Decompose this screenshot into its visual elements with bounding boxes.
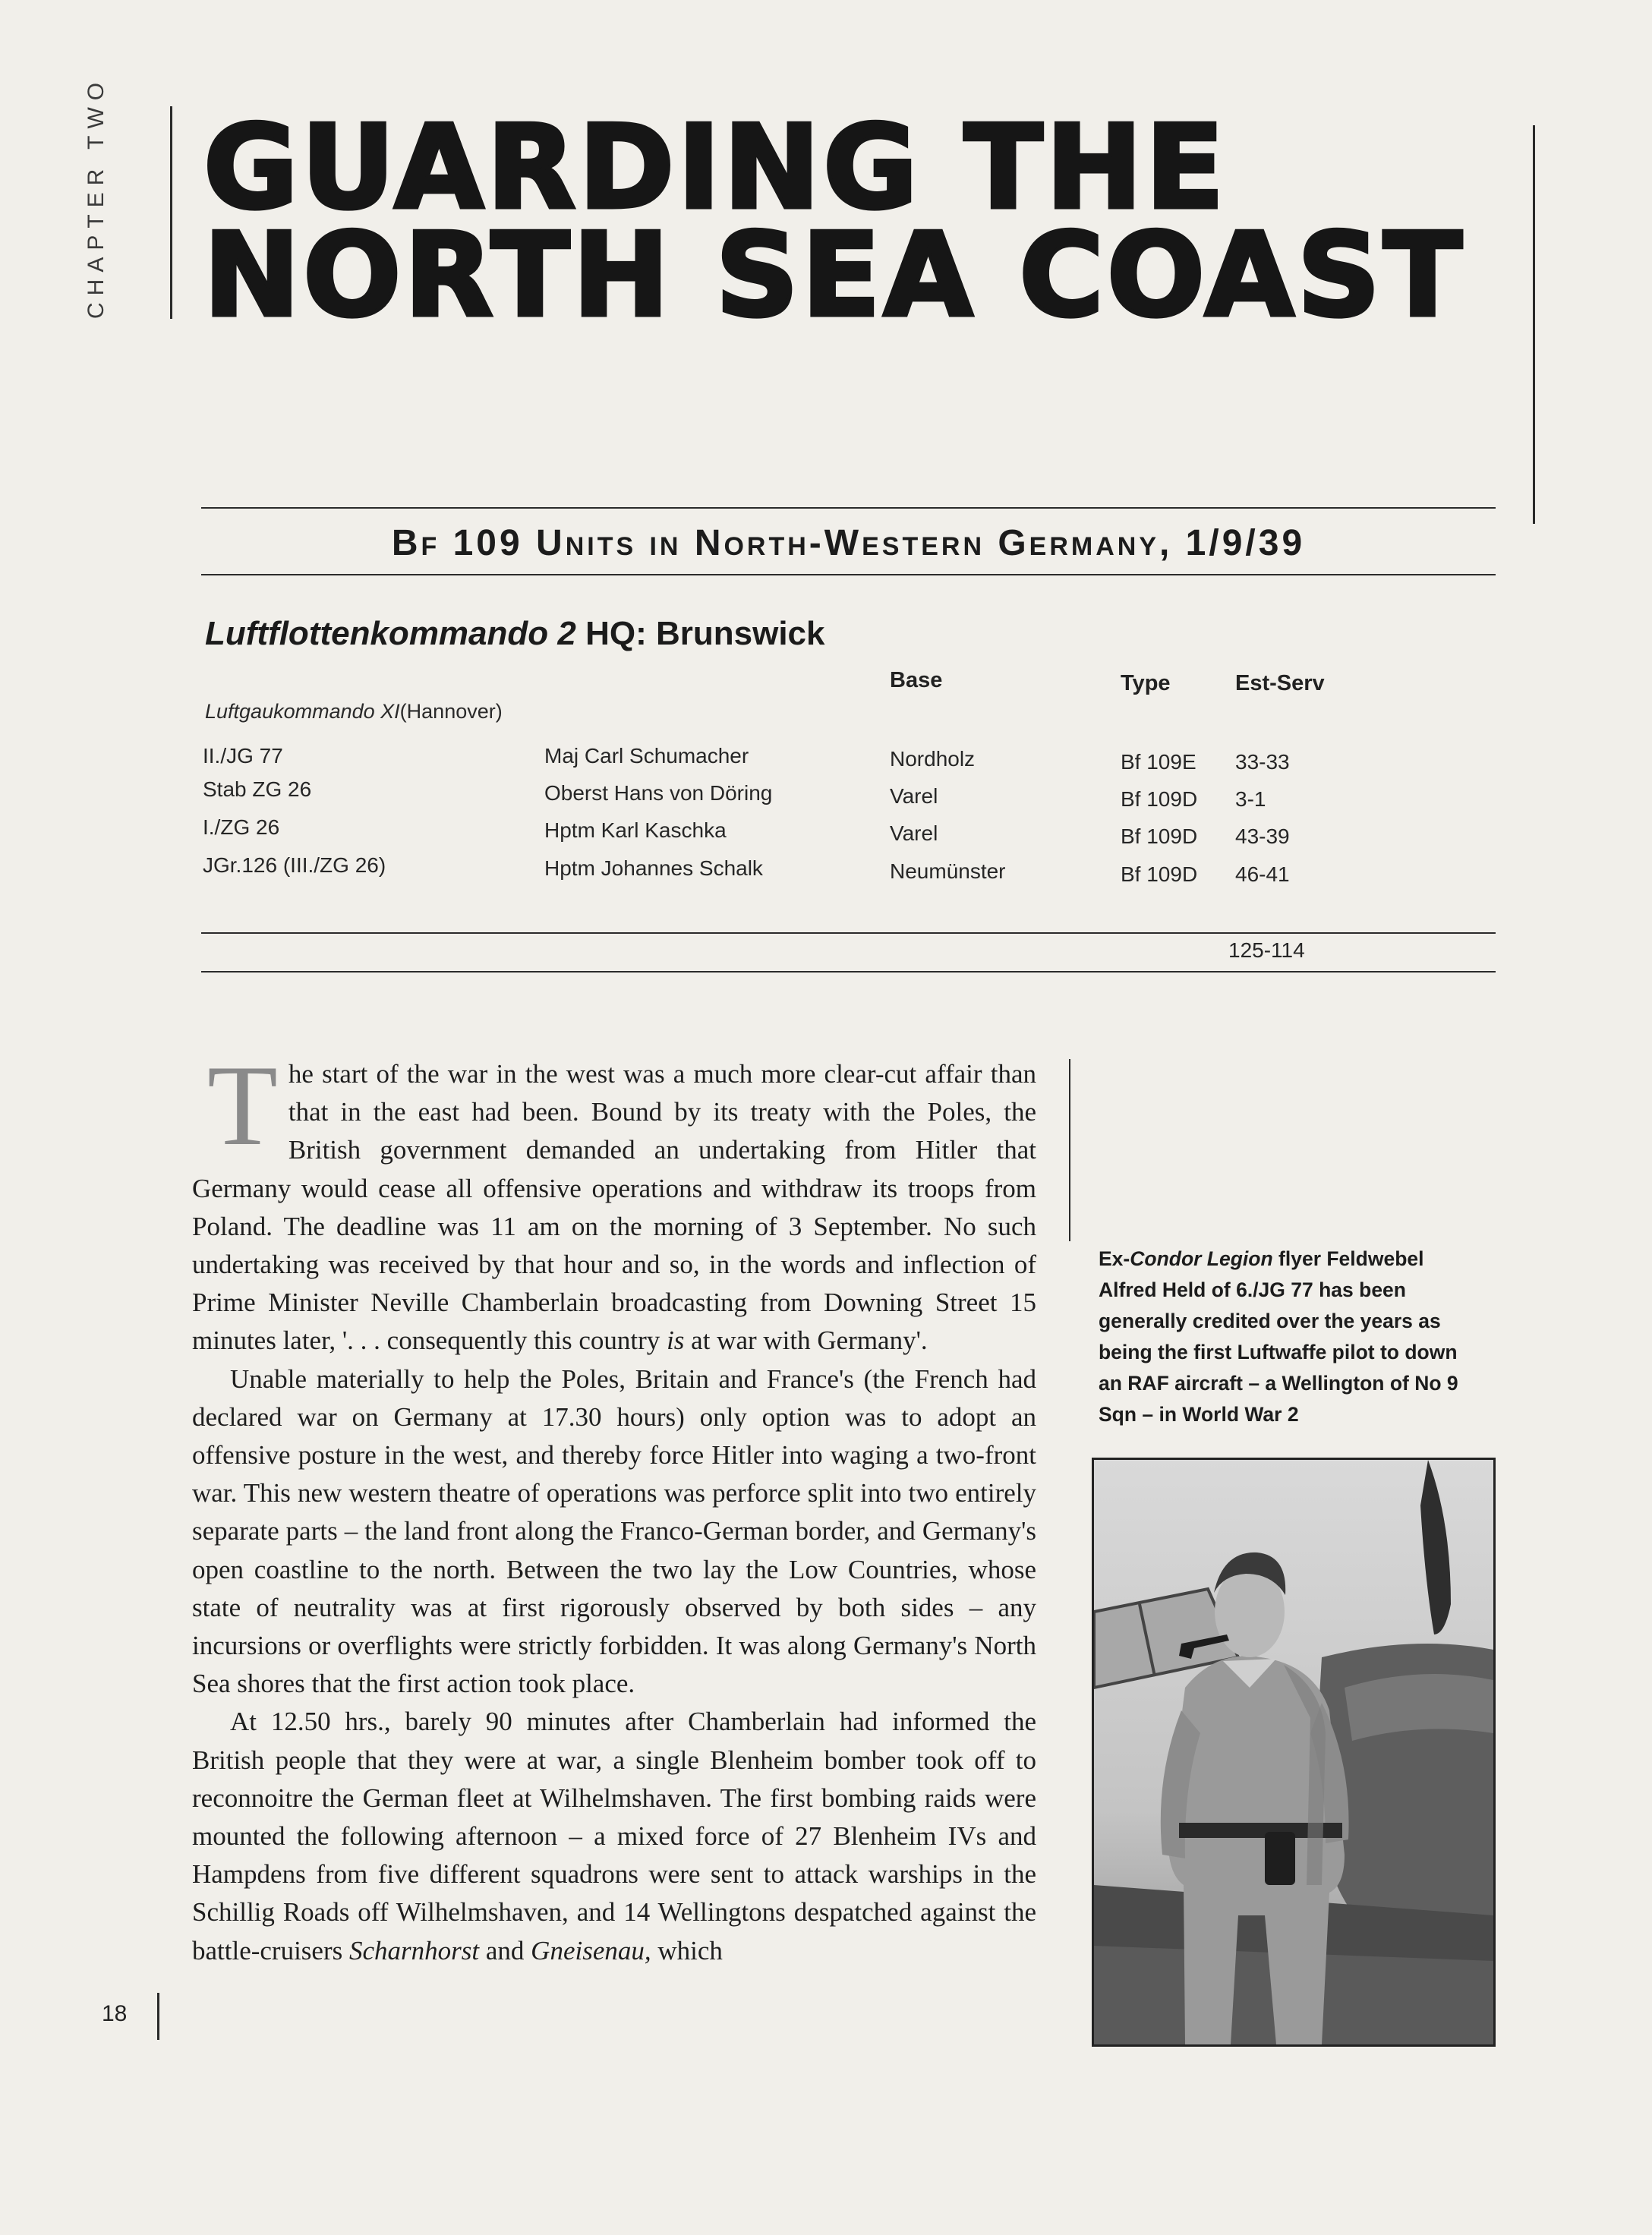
command-heading: [205, 615, 824, 653]
column-rule: [1069, 1059, 1070, 1241]
table-cell-base: Varel: [890, 784, 938, 808]
table-cell-type: Bf 109D: [1121, 824, 1198, 848]
column-header-base: Base: [890, 668, 943, 692]
table-total-rule: [201, 932, 1496, 934]
table-heading-rule: [201, 574, 1496, 575]
table-cell-est-serv: 33-33: [1235, 750, 1290, 774]
table-cell-base: Varel: [890, 821, 938, 845]
left-margin-rule: [170, 106, 172, 319]
table-heading: Bf 109 Units in North-Western Germany, 1/9/39: [391, 523, 1306, 563]
table-cell-type: Bf 109D: [1121, 862, 1198, 886]
command-name: Luftflottenkommando 2: [205, 615, 576, 652]
title-line-1: GUARDING THE: [203, 100, 1228, 235]
page-number: 18: [102, 2001, 128, 2026]
table-cell-commander: Maj Carl Schumacher: [544, 744, 749, 768]
pilot-photo-illustration: [1094, 1460, 1493, 2044]
table-cell-est-serv: 3-1: [1235, 787, 1266, 811]
command-hq: HQ: Brunswick: [585, 615, 825, 652]
body-text: [192, 1042, 1036, 1970]
drop-cap: T: [207, 1042, 278, 1169]
table-cell-commander: Hptm Karl Kaschka: [544, 818, 727, 842]
table-cell-type: Bf 109D: [1121, 787, 1198, 811]
table-cell-est-serv: 43-39: [1235, 824, 1290, 848]
title-line-2: NORTH SEA COAST: [203, 208, 1465, 342]
gau-name: Luftgaukommando XI: [205, 700, 400, 723]
table-bottom-rule: [201, 971, 1496, 972]
column-header-est-serv: Est-Serv: [1235, 671, 1325, 695]
table-cell-commander: Hptm Johannes Schalk: [544, 856, 763, 880]
table-cell-type: Bf 109E: [1121, 750, 1196, 774]
table-cell-unit: I./ZG 26: [203, 815, 280, 839]
table-cell-unit: Stab ZG 26: [203, 777, 312, 801]
ship-name: Gneisenau,: [531, 1935, 651, 1965]
table-cell-unit: II./JG 77: [203, 744, 283, 768]
table-cell-est-serv: 46-41: [1235, 862, 1290, 886]
table-cell-base: Neumünster: [890, 859, 1006, 883]
chapter-title: [203, 100, 1532, 342]
page-number-rule: [157, 1993, 159, 2040]
table-top-rule: [201, 507, 1496, 509]
gau-location: (Hannover): [399, 700, 503, 723]
photo-caption: Ex-Condor Legion flyer Feldwebel Alfred Held of 6./JG 77 has been generally credited over the years as being the first Luftwaffe pilot to down an RAF aircraft – a Wellington of No 9 Sqn – in World War 2: [1099, 1247, 1458, 1426]
table-cell-commander: Oberst Hans von Döring: [544, 781, 773, 805]
ship-name: Scharnhorst: [349, 1935, 480, 1965]
table-total: 125-114: [1228, 938, 1305, 962]
chapter-label: CHAPTER TWO: [84, 75, 109, 319]
table-cell-base: Nordholz: [890, 747, 976, 771]
right-margin-rule: [1533, 125, 1535, 524]
table-cell-unit: JGr.126 (III./ZG 26): [203, 853, 386, 877]
paragraph-3: At 12.50 hrs., barely 90 minutes after Chamberlain had informed the British people that they were at war, a single Blenheim bomber took off to reconnoitre the German fleet at Wilhelmshaven. The first bombing raids were mounted the following afternoon – a mixed force of 27 Blenheim IVs and Hampdens from five different squadrons were sent to attack warships in the Schillig Roads off Wilhelmshaven, and 14 Wellingtons despatched against the battle-cruisers Scharnhorst and Gneisenau, which: [192, 1707, 1036, 1965]
pilot-photo: [1092, 1458, 1496, 2047]
paragraph-1: The start of the war in the west was a much more clear-cut affair than that in the east had been. Bound by its treaty with the Poles, the British government demanded an undertaking from Hitler that Germany would cease all offensive operations and withdraw its troops from Poland. The deadline was 11 am on the morning of 3 September. No such undertaking was received by that hour and so, in the words and inflection of Prime Minister Neville Chamberlain broadcasting from Downing Street 15 minutes later, '. . . consequently this country is at war with Germany'.: [192, 1042, 1036, 1356]
gau-command: [205, 700, 503, 723]
column-header-type: Type: [1121, 671, 1171, 695]
paragraph-2: Unable materially to help the Poles, Britain and France's (the French had declared war on Germany at 17.30 hours) only option was to adopt an offensive posture in the west, and thereby force Hitler into waging a two-front war. This new western theatre of operations was perforce split into two entirely separate parts – the land front along the Franco-German border, and Germany's open coastline to the north. Between the two lay the Low Countries, whose state of neutrality was at first rigorously observed by both sides – any incursions or overflights were strictly forbidden. It was along Germany's North Sea shores that the first action took place.: [192, 1363, 1036, 1699]
